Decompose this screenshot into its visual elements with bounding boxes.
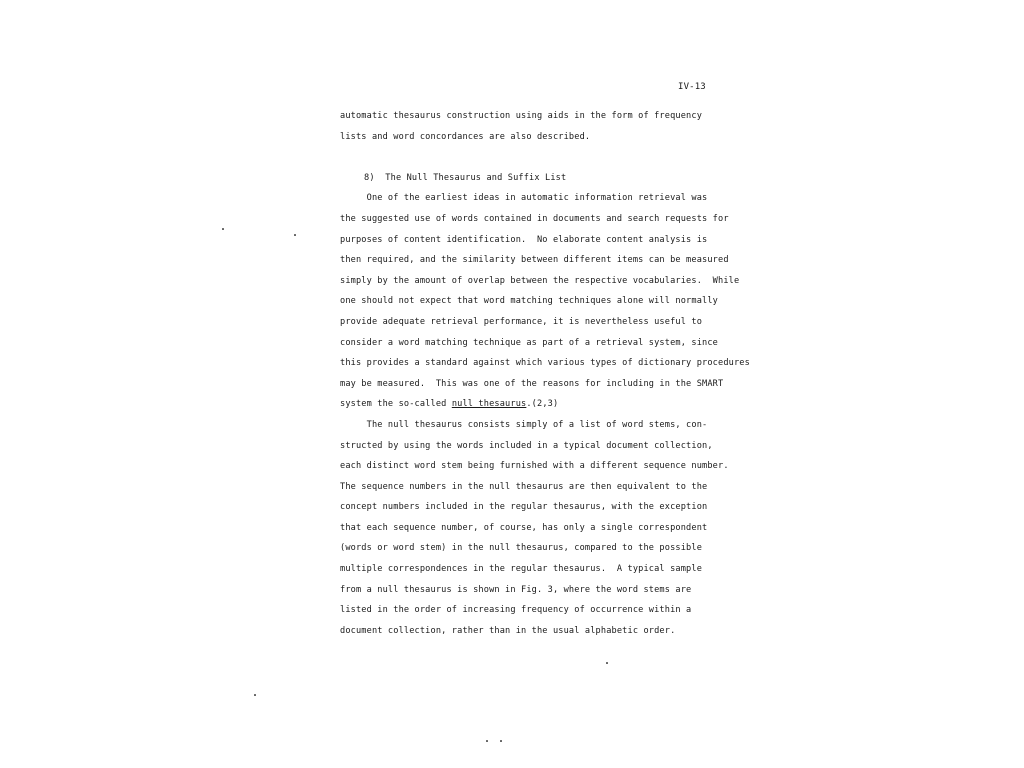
citation: .(2,3) — [526, 399, 559, 410]
paragraph-line: from a null thesaurus is shown in Fig. 3, where the word stems are — [340, 584, 692, 595]
paragraph-line: then required, and the similarity between different items can be measured — [340, 255, 729, 266]
scan-speck — [254, 694, 256, 696]
paragraph-line: provide adequate retrieval performance, it is nevertheless useful to — [340, 316, 703, 327]
paragraph-line: purposes of content identification. No elaborate content analysis is — [340, 234, 708, 245]
paragraph-line: listed in the order of increasing frequency of occurrence within a — [340, 605, 692, 616]
scan-speck — [606, 662, 608, 664]
paragraph-line: concept numbers included in the regular thesaurus, with the exception — [340, 502, 708, 513]
paragraph-line — [340, 398, 730, 419]
scan-speck — [294, 234, 296, 236]
section-heading: 8) The Null Thesaurus and Suffix List — [364, 172, 567, 183]
paragraph-line: this provides a standard against which various types of dictionary procedures — [340, 358, 750, 369]
scan-speck — [500, 740, 502, 742]
paragraph-line: document collection, rather than in the usual alphabetic order. — [340, 625, 676, 636]
paragraph-line: The sequence numbers in the null thesaurus are then equivalent to the — [340, 481, 708, 492]
paragraph-line: multiple correspondences in the regular thesaurus. A typical sample — [340, 564, 703, 575]
paragraph-line: one should not expect that word matching techniques alone will normally — [340, 296, 718, 307]
paragraph-line: automatic thesaurus construction using aids in the form of frequency — [340, 111, 703, 121]
paragraph-line: the suggested use of words contained in documents and search requests for — [340, 213, 729, 224]
body-text — [340, 110, 750, 645]
paragraph-line: lists and word concordances are also described. — [340, 131, 591, 142]
paragraph-line: may be measured. This was one of the reasons for including in the SMART — [340, 378, 724, 389]
paragraph-line: that each sequence number, of course, has only a single correspondent — [340, 522, 708, 533]
spacer — [340, 151, 730, 172]
paragraph-line: each distinct word stem being furnished with a different sequence number. — [340, 461, 729, 472]
scan-speck — [486, 740, 488, 742]
scan-speck — [222, 228, 224, 230]
paragraph-line: consider a word matching technique as part of a retrieval system, since — [340, 337, 718, 348]
text-run: system the so-called — [340, 399, 452, 410]
paragraph-line: (words or word stem) in the null thesaurus, compared to the possible — [340, 543, 703, 554]
page-number: IV-13 — [678, 82, 706, 92]
paragraph-line: The null thesaurus consists simply of a list of word stems, con- — [340, 419, 708, 430]
paragraph-line: One of the earliest ideas in automatic information retrieval was — [340, 193, 708, 204]
paragraph-line: structed by using the words included in a typical document collection, — [340, 440, 713, 451]
paragraph-line: simply by the amount of overlap between the respective vocabularies. While — [340, 275, 740, 286]
underlined-term: null thesaurus — [451, 399, 527, 410]
